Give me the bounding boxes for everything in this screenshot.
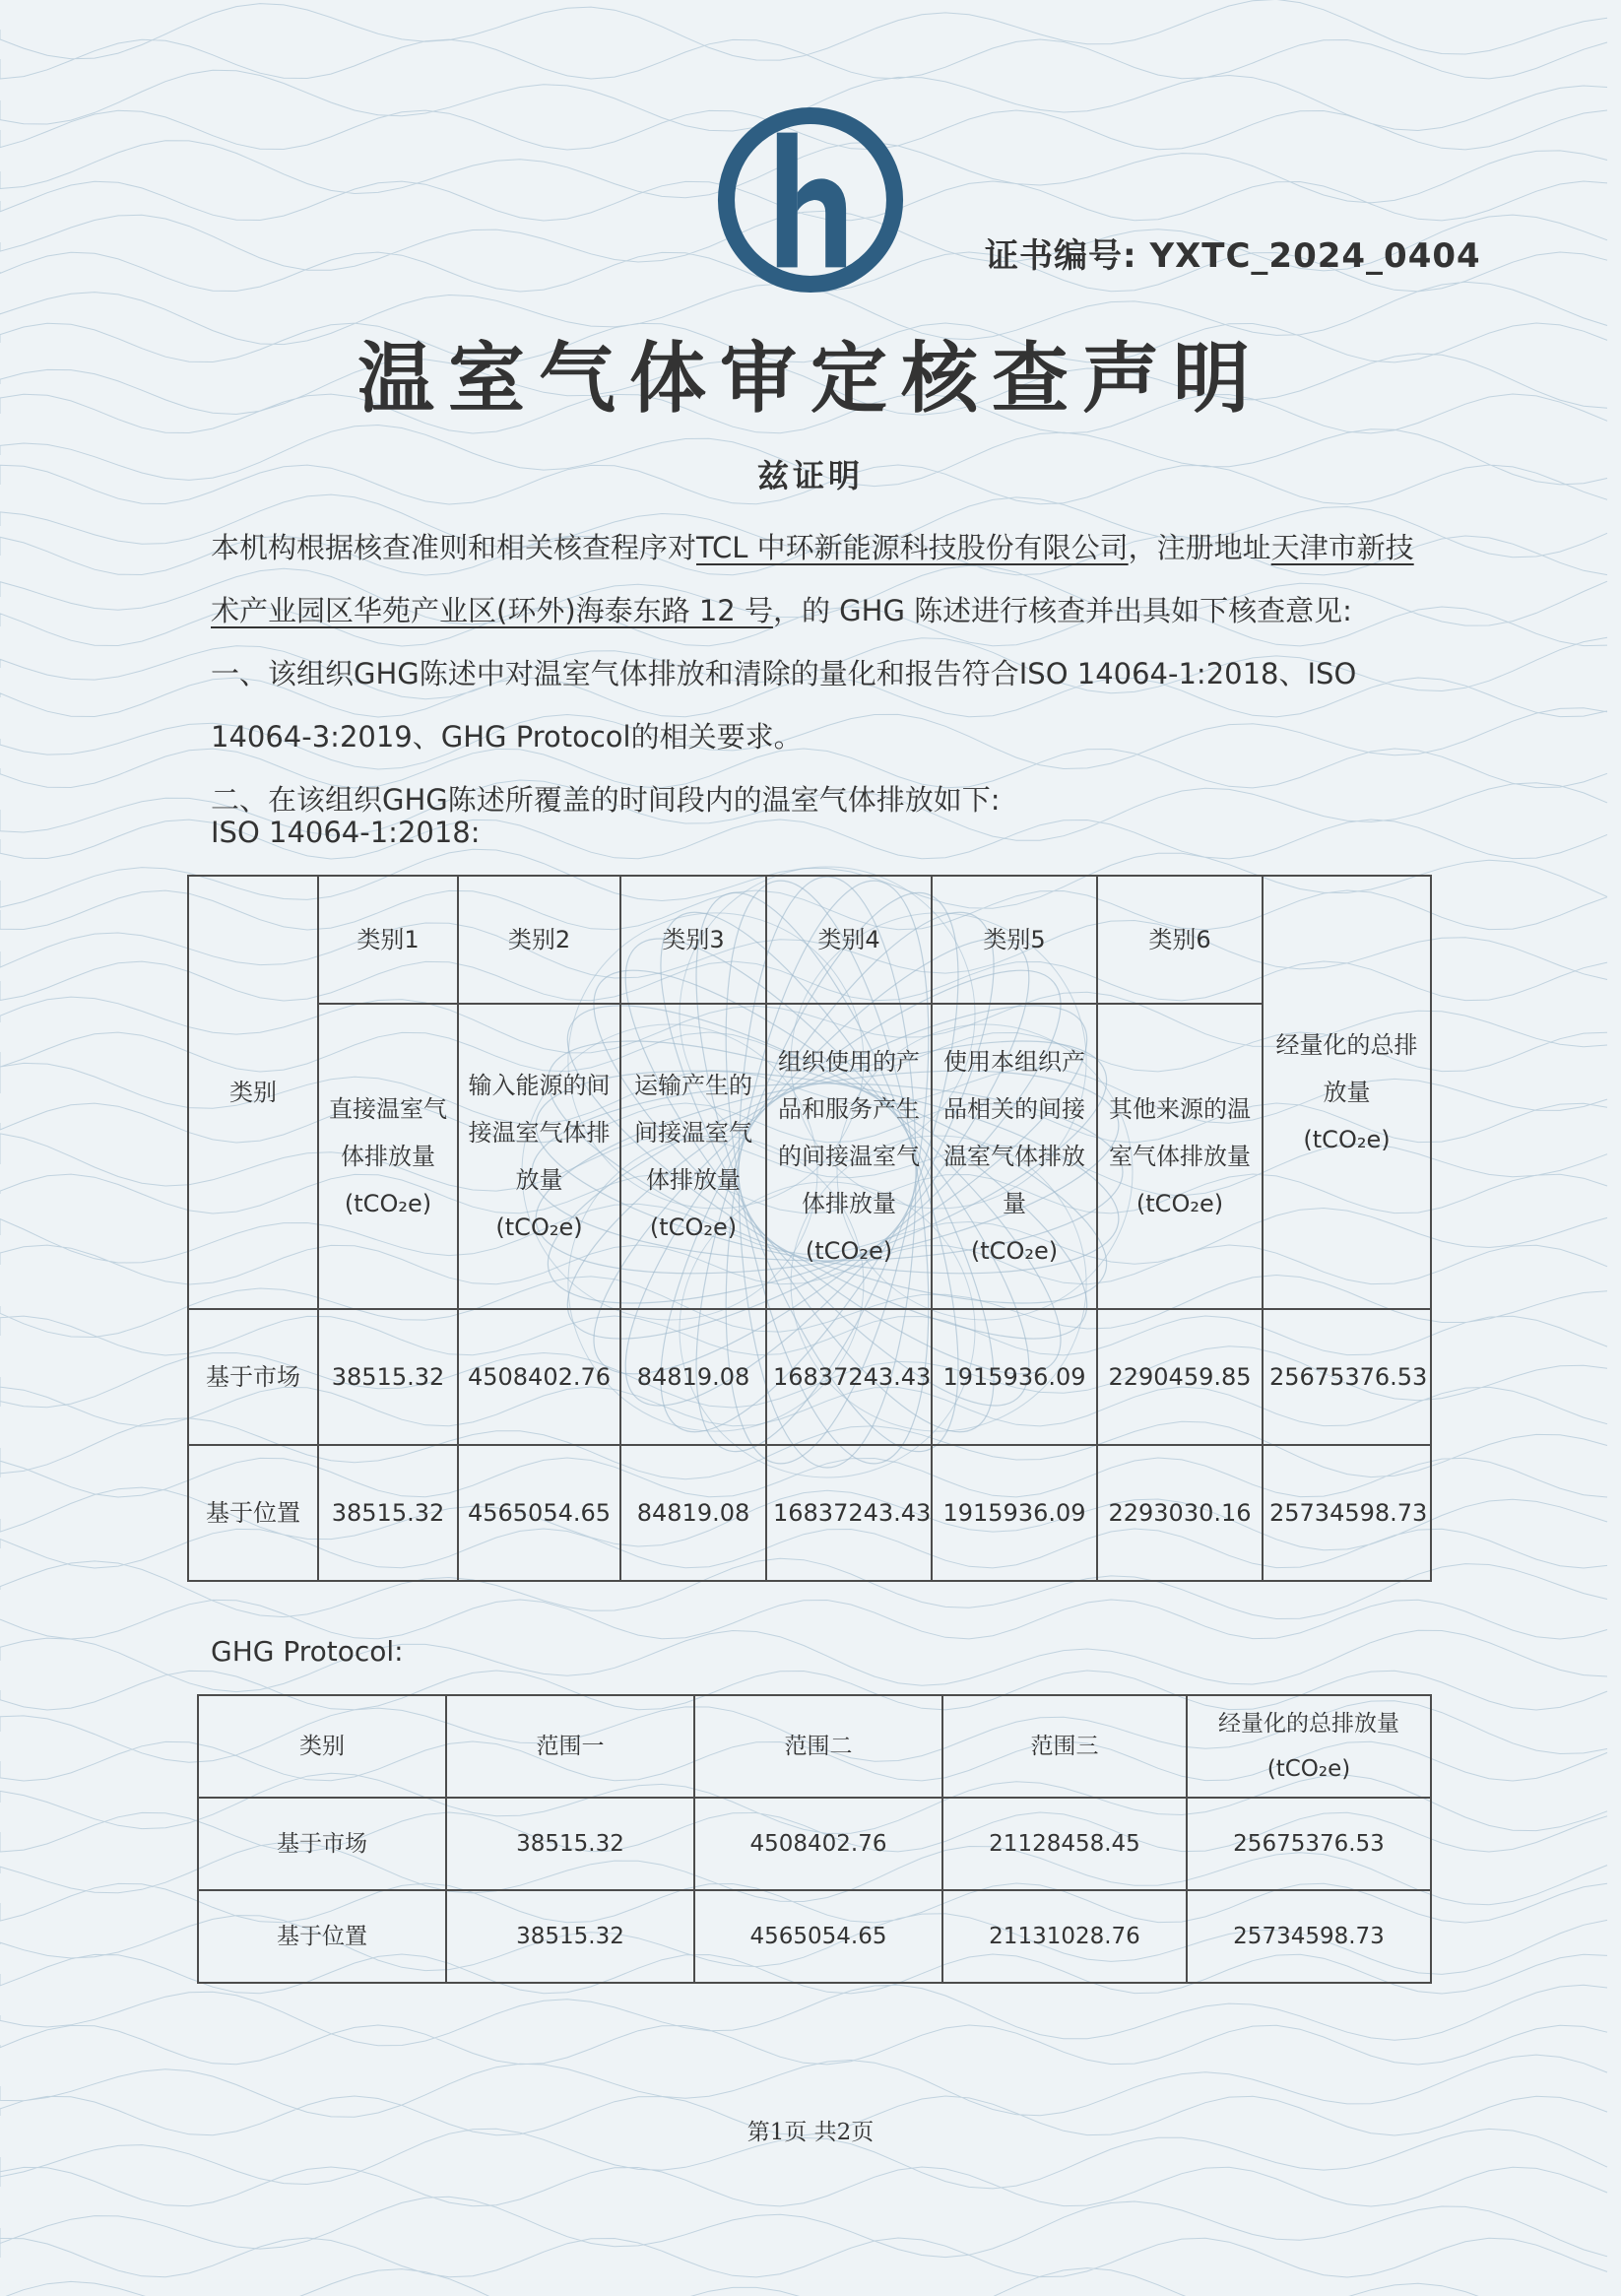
table-cell: 84819.08: [620, 1445, 766, 1581]
table-cell: 25675376.53: [1263, 1309, 1431, 1445]
table-row: [188, 1445, 1431, 1581]
table-cell: 1915936.09: [932, 1309, 1097, 1445]
table-cell: 21128458.45: [942, 1798, 1187, 1890]
table-cell: 38515.32: [446, 1890, 694, 1983]
table-cell: 16837243.43: [766, 1445, 932, 1581]
iso-description-unit: (tCO₂e): [805, 1237, 893, 1265]
iso-category-4: 类别4: [766, 876, 932, 1004]
iso-description-unit: (tCO₂e): [649, 1214, 738, 1241]
iso-description-text: 运输产生的间接温室气体排放量: [634, 1072, 752, 1194]
iso-category-header-row: [188, 876, 1431, 1004]
ghg-row-label-market: 基于市场: [198, 1798, 446, 1890]
ghg-header-row: [198, 1695, 1431, 1798]
table-cell: 4508402.76: [458, 1309, 620, 1445]
iso-description-3: [620, 1004, 766, 1309]
table-row: [198, 1798, 1431, 1890]
iso-description-1: [318, 1004, 458, 1309]
table-cell: 84819.08: [620, 1309, 766, 1445]
table-cell: 25734598.73: [1187, 1890, 1431, 1983]
iso-total-label: 经量化的总排放量: [1275, 1031, 1418, 1106]
ghg-total-label: 经量化的总排放量: [1218, 1711, 1399, 1737]
iso-description-text: 使用本组织产品相关的间接温室气体排放量: [943, 1048, 1085, 1217]
table-cell: 4565054.65: [458, 1445, 620, 1581]
table-cell: 4508402.76: [694, 1798, 942, 1890]
iso-description-text: 其他来源的温室气体排放量: [1109, 1095, 1251, 1170]
iso-description-unit: (tCO₂e): [1135, 1190, 1224, 1217]
table-cell: 4565054.65: [694, 1890, 942, 1983]
registered-address: 天津市新技术产业园区华苑产业区(环外)海泰东路 12 号: [211, 531, 1414, 627]
table-cell: 38515.32: [318, 1445, 458, 1581]
iso-section-label: ISO 14064-1:2018:: [211, 816, 481, 849]
iso-corner-label: 类别: [188, 876, 318, 1309]
table-cell: 38515.32: [446, 1798, 694, 1890]
table-row: [198, 1890, 1431, 1983]
document-title: 温室气体审定核查声明: [357, 334, 1264, 424]
conformity-paragraph: 一、该组织GHG陈述中对温室气体排放和清除的量化和报告符合ISO 14064-1:2018、ISO 14064-3:2019、GHG Protocol的相关要求。: [211, 657, 1357, 754]
iso-description-6: [1097, 1004, 1263, 1309]
ghg-header-total: [1187, 1695, 1431, 1798]
ghg-header-scope-2: 范围二: [694, 1695, 942, 1798]
statement-body: [211, 516, 1422, 831]
iso-row-label-market: 基于市场: [188, 1309, 318, 1445]
iso-total-unit: (tCO₂e): [1303, 1126, 1391, 1153]
table-cell: 16837243.43: [766, 1309, 932, 1445]
ghg-row-label-location: 基于位置: [198, 1890, 446, 1983]
emissions-intro-paragraph: 二、在该组织GHG陈述所覆盖的时间段内的温室气体排放如下:: [211, 783, 1001, 817]
certificate-number-value: YXTC_2024_0404: [1149, 236, 1481, 276]
iso-emissions-table: [187, 875, 1432, 1582]
intro-text-c: ，的 GHG 陈述进行核查并出具如下核查意见:: [772, 594, 1352, 627]
iso-category-6: 类别6: [1097, 876, 1263, 1004]
certificate-number-label: 证书编号:: [985, 236, 1137, 276]
intro-paragraph: [211, 516, 1422, 642]
iso-category-2: 类别2: [458, 876, 620, 1004]
ghg-section-label: GHG Protocol:: [211, 1635, 404, 1668]
iso-category-5: 类别5: [932, 876, 1097, 1004]
table-cell: 25734598.73: [1263, 1445, 1431, 1581]
ghg-header-category: 类别: [198, 1695, 446, 1798]
certificate-number: [985, 229, 1481, 277]
ghg-header-scope-3: 范围三: [942, 1695, 1187, 1798]
iso-description-row: [188, 1004, 1431, 1309]
organization-name: TCL 中环新能源科技股份有限公司: [696, 531, 1129, 564]
iso-description-text: 直接温室气体排放量: [329, 1095, 447, 1170]
company-logo: [717, 106, 904, 294]
iso-description-2: [458, 1004, 620, 1309]
intro-text-b: ，注册地址: [1128, 531, 1271, 564]
iso-description-text: 组织使用的产品和服务产生的间接温室气体排放量: [778, 1048, 920, 1217]
iso-description-unit: (tCO₂e): [970, 1237, 1059, 1265]
iso-description-unit: (tCO₂e): [344, 1190, 432, 1217]
table-cell: 2293030.16: [1097, 1445, 1263, 1581]
iso-description-text: 输入能源的间接温室气体排放量: [468, 1072, 611, 1194]
table-cell: 21131028.76: [942, 1890, 1187, 1983]
page-number: 第1页 共2页: [746, 2120, 875, 2145]
table-cell: 1915936.09: [932, 1445, 1097, 1581]
iso-description-4: [766, 1004, 932, 1309]
iso-description-unit: (tCO₂e): [495, 1214, 583, 1241]
iso-category-1: 类别1: [318, 876, 458, 1004]
intro-text-a: 本机构根据核查准则和相关核查程序对: [211, 531, 697, 564]
table-cell: 2290459.85: [1097, 1309, 1263, 1445]
iso-category-3: 类别3: [620, 876, 766, 1004]
ghg-total-unit: (tCO₂e): [1266, 1756, 1351, 1782]
table-row: [188, 1309, 1431, 1445]
ghg-emissions-table: [197, 1694, 1432, 1984]
iso-total-header: [1263, 876, 1431, 1309]
iso-row-label-location: 基于位置: [188, 1445, 318, 1581]
table-cell: 38515.32: [318, 1309, 458, 1445]
table-cell: 25675376.53: [1187, 1798, 1431, 1890]
ghg-header-scope-1: 范围一: [446, 1695, 694, 1798]
iso-description-5: [932, 1004, 1097, 1309]
document-subtitle: 兹证明: [756, 457, 864, 494]
